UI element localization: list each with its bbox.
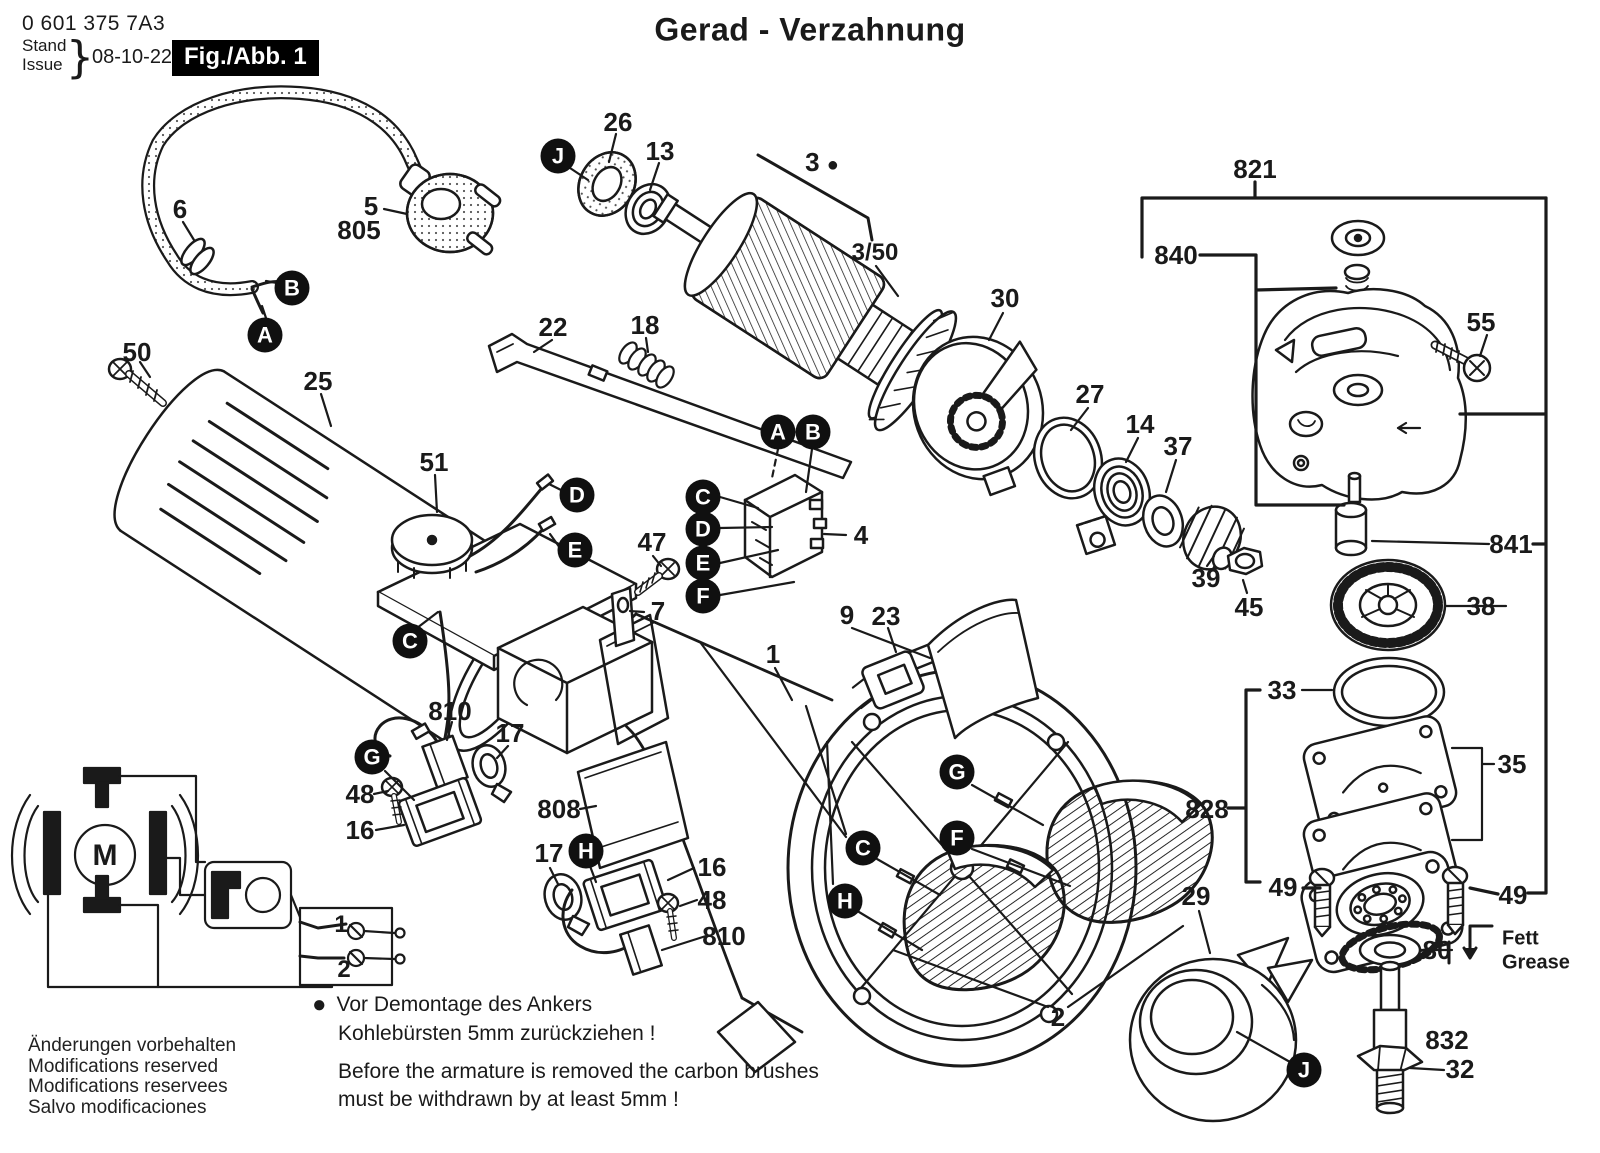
part-label-17-lower: 17 — [534, 838, 564, 868]
callout-d-switch: D — [560, 478, 595, 513]
part-label-16-lower: 16 — [697, 852, 727, 882]
callout-h-brush: H — [569, 834, 604, 869]
warning-en-line1: Before the armature is removed the carbon brushes — [338, 1060, 819, 1083]
part-label-80: 80 — [1422, 935, 1452, 965]
stand-label: Stand — [22, 36, 67, 55]
callout-e-switch: E — [558, 533, 593, 568]
part-label-30: 30 — [990, 283, 1020, 313]
part-label-4: 4 — [853, 520, 869, 550]
gear-38-drawing — [1331, 560, 1445, 650]
warning-de-line2: Kohlebürsten 5mm zurückziehen ! — [338, 1022, 656, 1045]
callout-c-switch: C — [393, 624, 428, 659]
callout-b-cord: B — [275, 271, 310, 306]
motor-symbol-label: M — [92, 839, 118, 872]
part-label-13: 13 — [645, 136, 675, 166]
reserved-line-en: Modifications reserved — [28, 1055, 219, 1077]
part-label-32: 32 — [1445, 1054, 1475, 1084]
power-cord-drawing — [148, 92, 502, 313]
part-label-48-upper: 48 — [345, 779, 375, 809]
document-number: 0 601 375 7A3 — [22, 12, 166, 35]
bell-29-drawing — [1130, 938, 1312, 1121]
part-label-808: 808 — [537, 794, 581, 824]
warning-de-line1: Vor Demontage des Ankers — [336, 993, 593, 1016]
armature-dot: ● — [826, 154, 839, 176]
callout-j-bell: J — [1287, 1053, 1322, 1088]
issue-date: 08-10-22 — [92, 46, 173, 68]
switch-block-4-drawing — [745, 475, 826, 577]
washer-80-drawing — [1360, 935, 1420, 965]
modifications-reserved-block — [28, 1036, 236, 1118]
reserved-line-fr: Modifications reservees — [28, 1076, 228, 1097]
part-label-55: 55 — [1466, 307, 1496, 337]
part-label-37: 37 — [1163, 431, 1193, 461]
terminal-1-label: 1 — [334, 911, 348, 938]
part-label-51: 51 — [419, 447, 449, 477]
callout-e-block: E — [686, 546, 721, 581]
part-label-7: 7 — [650, 596, 666, 626]
lever-7-drawing — [612, 588, 634, 646]
part-label-47: 47 — [637, 527, 667, 557]
part-label-49-right: 49 — [1498, 880, 1528, 910]
brace-glyph: } — [66, 32, 94, 83]
spindle-32-drawing — [1358, 962, 1422, 1113]
part-label-29: 29 — [1181, 881, 1211, 911]
part-label-805: 805 — [337, 215, 381, 245]
part-label-828: 828 — [1185, 794, 1229, 824]
part-label-26: 26 — [603, 107, 633, 137]
part-label-5: 5 — [363, 191, 379, 221]
grease-label-en: Grease — [1502, 951, 1570, 974]
callout-f-block: F — [686, 579, 721, 614]
part-label-39: 39 — [1191, 563, 1221, 593]
part-label-23: 23 — [871, 601, 901, 631]
gearhead-housing-drawing — [1253, 221, 1466, 502]
part-label-810-lower: 810 — [702, 921, 746, 951]
warning-en-line2: must be withdrawn by at least 5mm ! — [338, 1088, 679, 1111]
part-label-832: 832 — [1425, 1025, 1469, 1055]
plug-drawing — [398, 162, 502, 256]
brush-lower-drawing — [540, 859, 678, 974]
part-label-9: 9 — [839, 600, 855, 630]
callout-h-field: H — [828, 884, 863, 919]
part-label-22: 22 — [538, 312, 568, 342]
part-label-27: 27 — [1075, 379, 1105, 409]
callout-c-field: C — [846, 831, 881, 866]
stand-issue-label — [22, 36, 66, 74]
page-title: Gerad - Verzahnung — [654, 11, 966, 48]
part-label-38: 38 — [1466, 591, 1496, 621]
part-label-33: 33 — [1267, 675, 1297, 705]
sleeve-841-drawing — [1336, 503, 1366, 555]
callout-g-field: G — [940, 755, 975, 790]
part-label-45: 45 — [1234, 592, 1264, 622]
callout-b-block: B — [796, 415, 831, 450]
callout-c-block: C — [686, 480, 721, 515]
figure-badge: Fig./Abb. 1 — [172, 40, 319, 76]
part-label-14: 14 — [1125, 409, 1155, 439]
part-label-3: 3 ● — [805, 147, 839, 177]
part-label-3-50: 3/50 — [851, 239, 899, 266]
warning-bullet: ● — [312, 991, 327, 1018]
terminal-2-label: 2 — [337, 956, 351, 983]
part-label-49-left: 49 — [1268, 872, 1298, 902]
callout-g-brush: G — [355, 740, 390, 775]
part-label-6: 6 — [172, 194, 188, 224]
callout-a-block: A — [761, 415, 796, 450]
part-label-35: 35 — [1497, 749, 1527, 779]
part-label-2: 2 — [1050, 1002, 1066, 1032]
part-label-821: 821 — [1233, 154, 1277, 184]
part-label-1: 1 — [765, 639, 781, 669]
warning-de-line1-row — [312, 993, 592, 1017]
part-label-50: 50 — [122, 337, 152, 367]
callout-d-block: D — [686, 512, 721, 547]
issue-label: Issue — [22, 55, 63, 74]
part-label-841: 841 — [1489, 529, 1533, 559]
reserved-line-es: Salvo modificaciones — [28, 1096, 207, 1118]
reserved-line-de: Änderungen vorbehalten — [28, 1035, 237, 1056]
callout-j-top: J — [541, 139, 576, 174]
part-label-810-upper: 810 — [428, 696, 472, 726]
part-label-840: 840 — [1154, 240, 1198, 270]
part-label-48-lower: 48 — [697, 885, 727, 915]
part-label-16-upper: 16 — [345, 815, 375, 845]
part-label-25: 25 — [303, 366, 333, 396]
cube-part-drawing — [1077, 516, 1115, 554]
part-label-18: 18 — [630, 310, 660, 340]
callout-a-cord: A — [248, 318, 283, 353]
part-label-17-upper: 17 — [495, 718, 525, 748]
grease-label-de: Fett — [1502, 927, 1539, 950]
callout-f-field: F — [940, 821, 975, 856]
